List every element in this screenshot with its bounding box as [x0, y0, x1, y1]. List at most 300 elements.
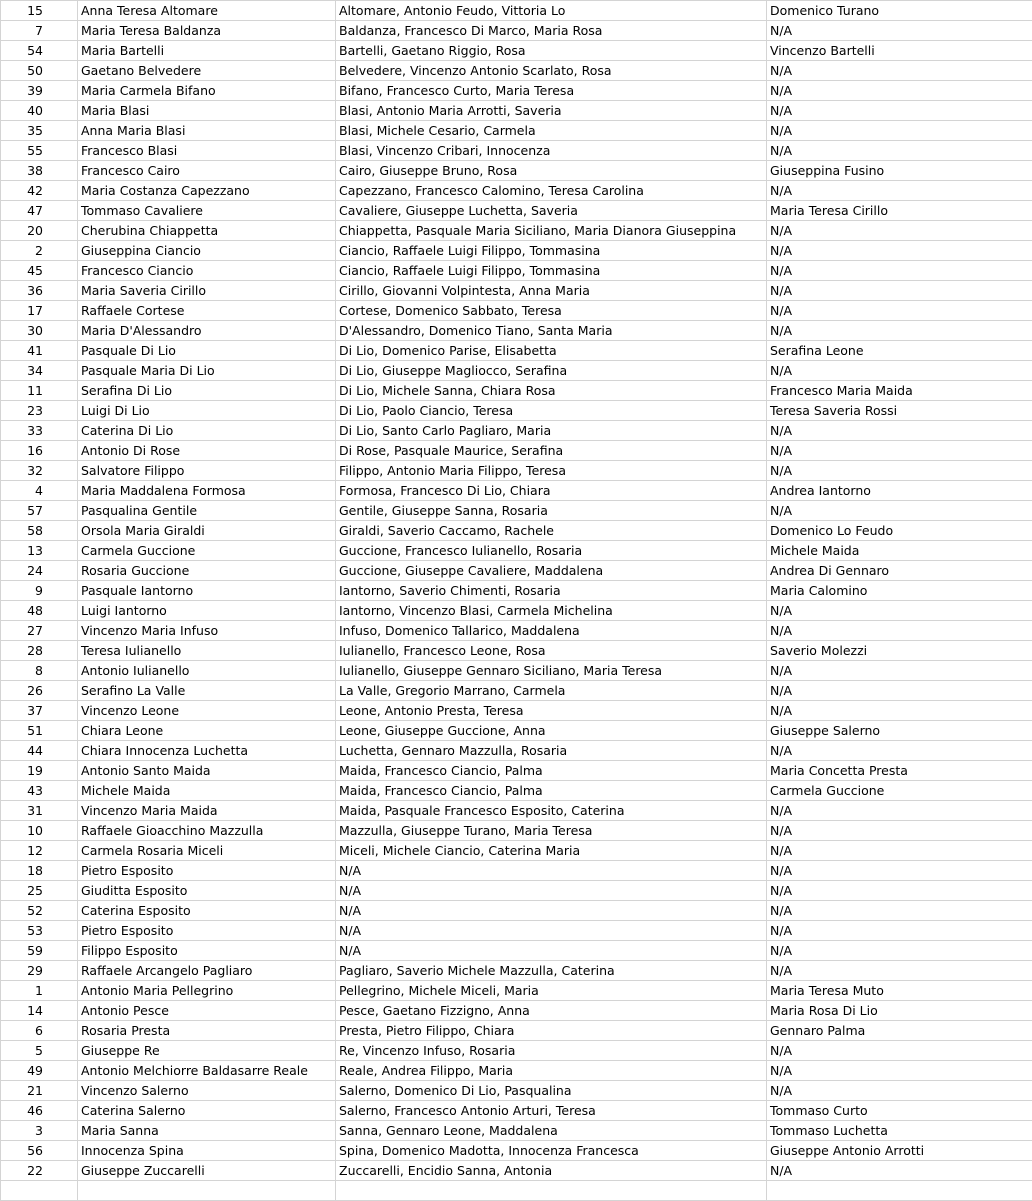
name-cell[interactable]: Giuseppe Re	[78, 1041, 336, 1061]
spouse-cell[interactable]: N/A	[767, 241, 1032, 261]
parents-cell[interactable]: Ciancio, Raffaele Luigi Filippo, Tommasina	[336, 261, 767, 281]
table-row	[1, 1021, 1032, 1041]
spouse-cell[interactable]: N/A	[767, 1041, 1032, 1061]
parents-cell[interactable]: Bifano, Francesco Curto, Maria Teresa	[336, 81, 767, 101]
table-row	[1, 701, 1032, 721]
parents-cell[interactable]: Baldanza, Francesco Di Marco, Maria Rosa	[336, 21, 767, 41]
spouse-cell[interactable]: N/A	[767, 961, 1032, 981]
id-cell[interactable]: 4	[1, 481, 78, 501]
spouse-cell[interactable]: N/A	[767, 421, 1032, 441]
spouse-cell[interactable]: N/A	[767, 141, 1032, 161]
table-row	[1, 61, 1032, 81]
id-cell[interactable]: 53	[1, 921, 78, 941]
parents-cell[interactable]: Blasi, Michele Cesario, Carmela	[336, 121, 767, 141]
table-row	[1, 741, 1032, 761]
id-cell[interactable]: 58	[1, 521, 78, 541]
table-row	[1, 241, 1032, 261]
name-cell[interactable]: Caterina Di Lio	[78, 421, 336, 441]
name-cell[interactable]: Giuseppe Zuccarelli	[78, 1161, 336, 1181]
spouse-cell[interactable]: N/A	[767, 681, 1032, 701]
parents-cell[interactable]: Sanna, Gennaro Leone, Maddalena	[336, 1121, 767, 1141]
spouse-cell[interactable]: N/A	[767, 941, 1032, 961]
name-cell[interactable]: Maria Costanza Capezzano	[78, 181, 336, 201]
id-cell[interactable]: 1	[1, 981, 78, 1001]
id-cell[interactable]: 7	[1, 21, 78, 41]
table-row	[1, 821, 1032, 841]
id-cell[interactable]: 16	[1, 441, 78, 461]
spouse-cell[interactable]: N/A	[767, 821, 1032, 841]
name-cell[interactable]: Maria Teresa Baldanza	[78, 21, 336, 41]
id-cell[interactable]: 32	[1, 461, 78, 481]
name-cell[interactable]: Giuditta Esposito	[78, 881, 336, 901]
parents-cell[interactable]: Cortese, Domenico Sabbato, Teresa	[336, 301, 767, 321]
id-cell[interactable]: 30	[1, 321, 78, 341]
spouse-cell[interactable]: N/A	[767, 801, 1032, 821]
spouse-cell[interactable]: Giuseppe Antonio Arrotti	[767, 1141, 1032, 1161]
name-cell[interactable]: Antonio Melchiorre Baldasarre Reale	[78, 1061, 336, 1081]
id-cell[interactable]: 33	[1, 421, 78, 441]
spouse-cell[interactable]: N/A	[767, 121, 1032, 141]
table-row	[1, 81, 1032, 101]
table-row	[1, 101, 1032, 121]
table-row	[1, 261, 1032, 281]
id-cell[interactable]: 10	[1, 821, 78, 841]
parents-cell[interactable]: Mazzulla, Giuseppe Turano, Maria Teresa	[336, 821, 767, 841]
parents-cell[interactable]: Capezzano, Francesco Calomino, Teresa Carolina	[336, 181, 767, 201]
spouse-cell[interactable]: Michele Maida	[767, 541, 1032, 561]
id-cell[interactable]: 49	[1, 1061, 78, 1081]
spouse-cell[interactable]: N/A	[767, 101, 1032, 121]
spouse-cell[interactable]: N/A	[767, 921, 1032, 941]
name-cell[interactable]: Michele Maida	[78, 781, 336, 801]
name-cell[interactable]: Francesco Cairo	[78, 161, 336, 181]
name-cell[interactable]: Pasqualina Gentile	[78, 501, 336, 521]
parents-cell[interactable]: Bartelli, Gaetano Riggio, Rosa	[336, 41, 767, 61]
name-cell[interactable]: Antonio Di Rose	[78, 441, 336, 461]
spreadsheet-body	[1, 1, 1032, 1201]
table-row	[1, 681, 1032, 701]
name-cell[interactable]: Raffaele Arcangelo Pagliaro	[78, 961, 336, 981]
name-cell[interactable]: Innocenza Spina	[78, 1141, 336, 1161]
id-cell[interactable]: 19	[1, 761, 78, 781]
id-cell[interactable]: 29	[1, 961, 78, 981]
spouse-cell[interactable]: Domenico Turano	[767, 1, 1032, 21]
name-cell[interactable]: Chiara Innocenza Luchetta	[78, 741, 336, 761]
parents-cell[interactable]: Iulianello, Giuseppe Gennaro Siciliano, Maria Teresa	[336, 661, 767, 681]
table-row	[1, 401, 1032, 421]
parents-cell[interactable]: Guccione, Giuseppe Cavaliere, Maddalena	[336, 561, 767, 581]
parents-cell[interactable]: Chiappetta, Pasquale Maria Siciliano, Maria Dianora Giuseppina	[336, 221, 767, 241]
parents-cell[interactable]: Guccione, Francesco Iulianello, Rosaria	[336, 541, 767, 561]
name-cell[interactable]: Chiara Leone	[78, 721, 336, 741]
name-cell[interactable]: Teresa Iulianello	[78, 641, 336, 661]
parents-cell[interactable]: Gentile, Giuseppe Sanna, Rosaria	[336, 501, 767, 521]
table-row	[1, 381, 1032, 401]
id-cell[interactable]: 56	[1, 1141, 78, 1161]
name-cell[interactable]	[78, 1181, 336, 1201]
name-cell[interactable]: Raffaele Cortese	[78, 301, 336, 321]
id-cell[interactable]: 31	[1, 801, 78, 821]
id-cell[interactable]: 46	[1, 1101, 78, 1121]
id-cell[interactable]: 13	[1, 541, 78, 561]
table-row	[1, 281, 1032, 301]
id-cell[interactable]: 43	[1, 781, 78, 801]
spouse-cell[interactable]: Giuseppina Fusino	[767, 161, 1032, 181]
parents-cell[interactable]: Re, Vincenzo Infuso, Rosaria	[336, 1041, 767, 1061]
id-cell[interactable]: 24	[1, 561, 78, 581]
id-cell[interactable]: 41	[1, 341, 78, 361]
table-row	[1, 601, 1032, 621]
id-cell[interactable]: 52	[1, 901, 78, 921]
id-cell[interactable]: 21	[1, 1081, 78, 1101]
name-cell[interactable]: Rosaria Guccione	[78, 561, 336, 581]
name-cell[interactable]: Filippo Esposito	[78, 941, 336, 961]
id-cell[interactable]	[1, 1181, 78, 1201]
parents-cell[interactable]: N/A	[336, 941, 767, 961]
parents-cell[interactable]	[336, 1181, 767, 1201]
table-row	[1, 801, 1032, 821]
id-cell[interactable]: 9	[1, 581, 78, 601]
id-cell[interactable]: 17	[1, 301, 78, 321]
table-row	[1, 661, 1032, 681]
table-row	[1, 1061, 1032, 1081]
parents-cell[interactable]: N/A	[336, 881, 767, 901]
id-cell[interactable]: 34	[1, 361, 78, 381]
spouse-cell[interactable]: Saverio Molezzi	[767, 641, 1032, 661]
parents-cell[interactable]: Di Lio, Paolo Ciancio, Teresa	[336, 401, 767, 421]
spouse-cell[interactable]: N/A	[767, 901, 1032, 921]
id-cell[interactable]: 37	[1, 701, 78, 721]
name-cell[interactable]: Giuseppina Ciancio	[78, 241, 336, 261]
parents-cell[interactable]: Infuso, Domenico Tallarico, Maddalena	[336, 621, 767, 641]
parents-cell[interactable]: Cairo, Giuseppe Bruno, Rosa	[336, 161, 767, 181]
parents-cell[interactable]: Miceli, Michele Ciancio, Caterina Maria	[336, 841, 767, 861]
spouse-cell[interactable]: Maria Teresa Muto	[767, 981, 1032, 1001]
parents-cell[interactable]: Pellegrino, Michele Miceli, Maria	[336, 981, 767, 1001]
name-cell[interactable]: Rosaria Presta	[78, 1021, 336, 1041]
id-cell[interactable]: 59	[1, 941, 78, 961]
spouse-cell[interactable]: Carmela Guccione	[767, 781, 1032, 801]
spouse-cell[interactable]	[767, 1181, 1032, 1201]
parents-cell[interactable]: Filippo, Antonio Maria Filippo, Teresa	[336, 461, 767, 481]
parents-cell[interactable]: Presta, Pietro Filippo, Chiara	[336, 1021, 767, 1041]
id-cell[interactable]: 42	[1, 181, 78, 201]
table-row	[1, 761, 1032, 781]
spouse-cell[interactable]: N/A	[767, 1161, 1032, 1181]
table-row	[1, 1181, 1032, 1201]
name-cell[interactable]: Pasquale Iantorno	[78, 581, 336, 601]
parents-cell[interactable]: Di Rose, Pasquale Maurice, Serafina	[336, 441, 767, 461]
name-cell[interactable]: Vincenzo Leone	[78, 701, 336, 721]
parents-cell[interactable]: N/A	[336, 901, 767, 921]
table-row	[1, 941, 1032, 961]
parents-cell[interactable]: Belvedere, Vincenzo Antonio Scarlato, Rosa	[336, 61, 767, 81]
id-cell[interactable]: 45	[1, 261, 78, 281]
spouse-cell[interactable]: N/A	[767, 701, 1032, 721]
id-cell[interactable]: 20	[1, 221, 78, 241]
name-cell[interactable]: Anna Teresa Altomare	[78, 1, 336, 21]
parents-cell[interactable]: Maida, Francesco Ciancio, Palma	[336, 781, 767, 801]
name-cell[interactable]: Vincenzo Maria Maida	[78, 801, 336, 821]
table-row	[1, 21, 1032, 41]
id-cell[interactable]: 12	[1, 841, 78, 861]
spouse-cell[interactable]: N/A	[767, 261, 1032, 281]
table-row	[1, 521, 1032, 541]
table-row	[1, 441, 1032, 461]
parents-cell[interactable]: Pagliaro, Saverio Michele Mazzulla, Caterina	[336, 961, 767, 981]
table-row	[1, 501, 1032, 521]
spouse-cell[interactable]: N/A	[767, 181, 1032, 201]
id-cell[interactable]: 48	[1, 601, 78, 621]
id-cell[interactable]: 28	[1, 641, 78, 661]
name-cell[interactable]: Antonio Iulianello	[78, 661, 336, 681]
parents-cell[interactable]: Maida, Pasquale Francesco Esposito, Caterina	[336, 801, 767, 821]
spouse-cell[interactable]: N/A	[767, 1061, 1032, 1081]
id-cell[interactable]: 15	[1, 1, 78, 21]
id-cell[interactable]: 50	[1, 61, 78, 81]
id-cell[interactable]: 55	[1, 141, 78, 161]
name-cell[interactable]: Maria Maddalena Formosa	[78, 481, 336, 501]
parents-cell[interactable]: Formosa, Francesco Di Lio, Chiara	[336, 481, 767, 501]
table-row	[1, 1141, 1032, 1161]
name-cell[interactable]: Antonio Santo Maida	[78, 761, 336, 781]
name-cell[interactable]: Maria Blasi	[78, 101, 336, 121]
spouse-cell[interactable]: N/A	[767, 461, 1032, 481]
table-row	[1, 841, 1032, 861]
name-cell[interactable]: Tommaso Cavaliere	[78, 201, 336, 221]
spouse-cell[interactable]: Tommaso Luchetta	[767, 1121, 1032, 1141]
spouse-cell[interactable]: Vincenzo Bartelli	[767, 41, 1032, 61]
spouse-cell[interactable]: N/A	[767, 221, 1032, 241]
table-row	[1, 861, 1032, 881]
table-row	[1, 1041, 1032, 1061]
table-row	[1, 181, 1032, 201]
table-row	[1, 321, 1032, 341]
table-row	[1, 621, 1032, 641]
parents-cell[interactable]: Luchetta, Gennaro Mazzulla, Rosaria	[336, 741, 767, 761]
table-row	[1, 1081, 1032, 1101]
spouse-cell[interactable]: Gennaro Palma	[767, 1021, 1032, 1041]
parents-cell[interactable]: Iantorno, Vincenzo Blasi, Carmela Michelina	[336, 601, 767, 621]
spouse-cell[interactable]: Maria Concetta Presta	[767, 761, 1032, 781]
spouse-cell[interactable]: N/A	[767, 81, 1032, 101]
name-cell[interactable]: Francesco Blasi	[78, 141, 336, 161]
id-cell[interactable]: 36	[1, 281, 78, 301]
table-row	[1, 961, 1032, 981]
name-cell[interactable]: Luigi Iantorno	[78, 601, 336, 621]
id-cell[interactable]: 51	[1, 721, 78, 741]
id-cell[interactable]: 2	[1, 241, 78, 261]
parents-cell[interactable]: N/A	[336, 921, 767, 941]
spouse-cell[interactable]: N/A	[767, 881, 1032, 901]
spouse-cell[interactable]: Maria Rosa Di Lio	[767, 1001, 1032, 1021]
id-cell[interactable]: 11	[1, 381, 78, 401]
table-row	[1, 121, 1032, 141]
name-cell[interactable]: Francesco Ciancio	[78, 261, 336, 281]
parents-cell[interactable]: Iulianello, Francesco Leone, Rosa	[336, 641, 767, 661]
parents-cell[interactable]: Ciancio, Raffaele Luigi Filippo, Tommasina	[336, 241, 767, 261]
name-cell[interactable]: Maria D'Alessandro	[78, 321, 336, 341]
name-cell[interactable]: Caterina Esposito	[78, 901, 336, 921]
spouse-cell[interactable]: N/A	[767, 281, 1032, 301]
parents-cell[interactable]: Salerno, Francesco Antonio Arturi, Teresa	[336, 1101, 767, 1121]
spouse-cell[interactable]: Francesco Maria Maida	[767, 381, 1032, 401]
id-cell[interactable]: 27	[1, 621, 78, 641]
id-cell[interactable]: 26	[1, 681, 78, 701]
spouse-cell[interactable]: Domenico Lo Feudo	[767, 521, 1032, 541]
parents-cell[interactable]: Leone, Giuseppe Guccione, Anna	[336, 721, 767, 741]
table-row	[1, 1, 1032, 21]
id-cell[interactable]: 3	[1, 1121, 78, 1141]
name-cell[interactable]: Luigi Di Lio	[78, 401, 336, 421]
parents-cell[interactable]: Zuccarelli, Encidio Sanna, Antonia	[336, 1161, 767, 1181]
table-row	[1, 641, 1032, 661]
parents-cell[interactable]: Maida, Francesco Ciancio, Palma	[336, 761, 767, 781]
id-cell[interactable]: 35	[1, 121, 78, 141]
id-cell[interactable]: 14	[1, 1001, 78, 1021]
table-row	[1, 221, 1032, 241]
parents-cell[interactable]: Pesce, Gaetano Fizzigno, Anna	[336, 1001, 767, 1021]
spouse-cell[interactable]: N/A	[767, 301, 1032, 321]
spouse-cell[interactable]: N/A	[767, 841, 1032, 861]
spouse-cell[interactable]: N/A	[767, 361, 1032, 381]
spouse-cell[interactable]: Andrea Di Gennaro	[767, 561, 1032, 581]
name-cell[interactable]: Gaetano Belvedere	[78, 61, 336, 81]
parents-cell[interactable]: Leone, Antonio Presta, Teresa	[336, 701, 767, 721]
spouse-cell[interactable]: Maria Calomino	[767, 581, 1032, 601]
parents-cell[interactable]: Altomare, Antonio Feudo, Vittoria Lo	[336, 1, 767, 21]
spouse-cell[interactable]: Maria Teresa Cirillo	[767, 201, 1032, 221]
table-row	[1, 301, 1032, 321]
name-cell[interactable]: Carmela Rosaria Miceli	[78, 841, 336, 861]
name-cell[interactable]: Serafina Di Lio	[78, 381, 336, 401]
name-cell[interactable]: Orsola Maria Giraldi	[78, 521, 336, 541]
name-cell[interactable]: Pietro Esposito	[78, 921, 336, 941]
spouse-cell[interactable]: N/A	[767, 441, 1032, 461]
id-cell[interactable]: 57	[1, 501, 78, 521]
parents-cell[interactable]: Salerno, Domenico Di Lio, Pasqualina	[336, 1081, 767, 1101]
table-row	[1, 901, 1032, 921]
name-cell[interactable]: Pasquale Maria Di Lio	[78, 361, 336, 381]
parents-cell[interactable]: Cirillo, Giovanni Volpintesta, Anna Maria	[336, 281, 767, 301]
id-cell[interactable]: 54	[1, 41, 78, 61]
id-cell[interactable]: 39	[1, 81, 78, 101]
id-cell[interactable]: 25	[1, 881, 78, 901]
spouse-cell[interactable]: Serafina Leone	[767, 341, 1032, 361]
name-cell[interactable]: Vincenzo Maria Infuso	[78, 621, 336, 641]
spouse-cell[interactable]: N/A	[767, 1081, 1032, 1101]
id-cell[interactable]: 22	[1, 1161, 78, 1181]
name-cell[interactable]: Cherubina Chiappetta	[78, 221, 336, 241]
spouse-cell[interactable]: N/A	[767, 501, 1032, 521]
table-row	[1, 721, 1032, 741]
parents-cell[interactable]: D'Alessandro, Domenico Tiano, Santa Maria	[336, 321, 767, 341]
parents-cell[interactable]: Blasi, Antonio Maria Arrotti, Saveria	[336, 101, 767, 121]
spouse-cell[interactable]: N/A	[767, 21, 1032, 41]
id-cell[interactable]: 18	[1, 861, 78, 881]
id-cell[interactable]: 23	[1, 401, 78, 421]
name-cell[interactable]: Serafino La Valle	[78, 681, 336, 701]
table-row	[1, 881, 1032, 901]
table-row	[1, 1001, 1032, 1021]
name-cell[interactable]: Carmela Guccione	[78, 541, 336, 561]
parents-cell[interactable]: Iantorno, Saverio Chimenti, Rosaria	[336, 581, 767, 601]
name-cell[interactable]: Antonio Maria Pellegrino	[78, 981, 336, 1001]
spouse-cell[interactable]: N/A	[767, 601, 1032, 621]
spouse-cell[interactable]: Tommaso Curto	[767, 1101, 1032, 1121]
spouse-cell[interactable]: N/A	[767, 741, 1032, 761]
table-row	[1, 481, 1032, 501]
table-row	[1, 541, 1032, 561]
parents-cell[interactable]: Cavaliere, Giuseppe Luchetta, Saveria	[336, 201, 767, 221]
parents-cell[interactable]: Di Lio, Domenico Parise, Elisabetta	[336, 341, 767, 361]
table-row	[1, 1161, 1032, 1181]
name-cell[interactable]: Anna Maria Blasi	[78, 121, 336, 141]
table-row	[1, 201, 1032, 221]
table-row	[1, 421, 1032, 441]
name-cell[interactable]: Pasquale Di Lio	[78, 341, 336, 361]
parents-cell[interactable]: Blasi, Vincenzo Cribari, Innocenza	[336, 141, 767, 161]
spouse-cell[interactable]: Andrea Iantorno	[767, 481, 1032, 501]
name-cell[interactable]: Maria Saveria Cirillo	[78, 281, 336, 301]
id-cell[interactable]: 40	[1, 101, 78, 121]
table-row	[1, 921, 1032, 941]
table-row	[1, 1121, 1032, 1141]
spouse-cell[interactable]: Teresa Saveria Rossi	[767, 401, 1032, 421]
name-cell[interactable]: Vincenzo Salerno	[78, 1081, 336, 1101]
table-row	[1, 1101, 1032, 1121]
table-row	[1, 361, 1032, 381]
name-cell[interactable]: Antonio Pesce	[78, 1001, 336, 1021]
parents-cell[interactable]: Di Lio, Giuseppe Magliocco, Serafina	[336, 361, 767, 381]
table-row	[1, 141, 1032, 161]
name-cell[interactable]: Raffaele Gioacchino Mazzulla	[78, 821, 336, 841]
parents-cell[interactable]: Giraldi, Saverio Caccamo, Rachele	[336, 521, 767, 541]
parents-cell[interactable]: Spina, Domenico Madotta, Innocenza Francesca	[336, 1141, 767, 1161]
table-row	[1, 41, 1032, 61]
id-cell[interactable]: 38	[1, 161, 78, 181]
id-cell[interactable]: 5	[1, 1041, 78, 1061]
name-cell[interactable]: Maria Sanna	[78, 1121, 336, 1141]
table-row	[1, 581, 1032, 601]
parents-cell[interactable]: Di Lio, Michele Sanna, Chiara Rosa	[336, 381, 767, 401]
name-cell[interactable]: Caterina Salerno	[78, 1101, 336, 1121]
spouse-cell[interactable]: N/A	[767, 321, 1032, 341]
name-cell[interactable]: Salvatore Filippo	[78, 461, 336, 481]
parents-cell[interactable]: La Valle, Gregorio Marrano, Carmela	[336, 681, 767, 701]
name-cell[interactable]: Pietro Esposito	[78, 861, 336, 881]
table-row	[1, 341, 1032, 361]
table-row	[1, 781, 1032, 801]
id-cell[interactable]: 47	[1, 201, 78, 221]
name-cell[interactable]: Maria Bartelli	[78, 41, 336, 61]
parents-cell[interactable]: N/A	[336, 861, 767, 881]
spouse-cell[interactable]: N/A	[767, 61, 1032, 81]
parents-cell[interactable]: Di Lio, Santo Carlo Pagliaro, Maria	[336, 421, 767, 441]
spouse-cell[interactable]: Giuseppe Salerno	[767, 721, 1032, 741]
table-row	[1, 561, 1032, 581]
id-cell[interactable]: 8	[1, 661, 78, 681]
id-cell[interactable]: 44	[1, 741, 78, 761]
parents-cell[interactable]: Reale, Andrea Filippo, Maria	[336, 1061, 767, 1081]
spouse-cell[interactable]: N/A	[767, 861, 1032, 881]
table-row	[1, 161, 1032, 181]
spouse-cell[interactable]: N/A	[767, 621, 1032, 641]
table-row	[1, 461, 1032, 481]
spouse-cell[interactable]: N/A	[767, 661, 1032, 681]
name-cell[interactable]: Maria Carmela Bifano	[78, 81, 336, 101]
id-cell[interactable]: 6	[1, 1021, 78, 1041]
